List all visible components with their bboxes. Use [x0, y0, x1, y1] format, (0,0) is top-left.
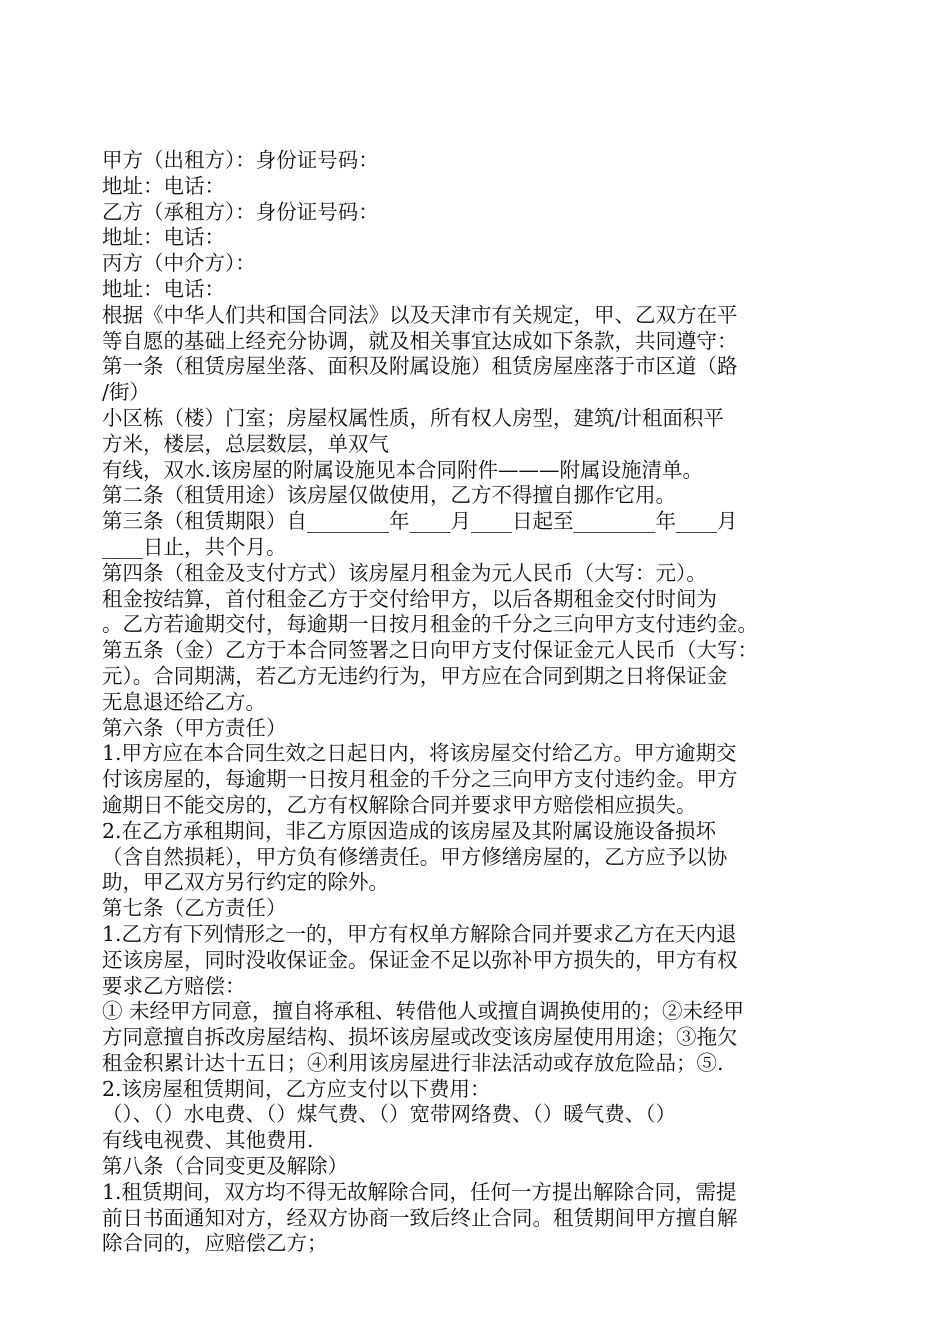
contract-document [102, 148, 854, 1257]
article-8-line: 除合同的，应赔偿乙方； [102, 1231, 328, 1256]
article-8-line: 1.租赁期间，双方均不得无故解除合同，任何一方提出解除合同，需提 [102, 1179, 737, 1204]
article-4-line: 。乙方若逾期交付，每逾期一日按月租金的千分之三向甲方支付违约金。 [102, 612, 758, 637]
article-3-line: ____日止，共个月。 [102, 534, 287, 559]
article-4-line: 第四条（租金及支付方式）该房屋月租金为元人民币（大写：元）。 [102, 560, 707, 585]
preamble-line: 根据《中华人们共和国合同法》以及天津市有关规定，甲、乙双方在平 [102, 302, 738, 327]
article-7-line: 2.该房屋租赁期间，乙方应支付以下费用： [102, 1076, 491, 1101]
party-b-line: 乙方（承租方）：身份证号码： [102, 199, 379, 224]
article-7-line: 有线电视费、其他费用. [102, 1128, 314, 1153]
article-3-line: 第三条（租赁期限）自________年____月____日起至________年____月 [102, 509, 738, 534]
article-7-line: ① 未经甲方同意，擅自将承租、转借他人或擅自调换使用的；②未经甲 [102, 999, 745, 1024]
party-a-address-line: 地址：电话： [102, 173, 225, 198]
article-6-line: 2.在乙方承租期间，非乙方原因造成的该房屋及其附属设施设备损坏 [102, 818, 717, 843]
article-7-line: 租金积累计达十五日；④利用该房屋进行非法活动或存放危险品；⑤. [102, 1050, 724, 1075]
article-7-line: 1.乙方有下列情形之一的，甲方有权单方解除合同并要求乙方在天内退 [102, 921, 737, 946]
article-4-line: 租金按结算，首付租金乙方于交付给甲方，以后各期租金交付时间为 [102, 586, 717, 611]
article-6-heading: 第六条（甲方责任） [102, 715, 287, 740]
article-8-line: 前日书面通知对方，经双方协商一致后终止合同。租赁期间甲方擅自解 [102, 1205, 738, 1230]
article-7-heading: 第七条（乙方责任） [102, 896, 287, 921]
article-6-line: （含自然损耗），甲方负有修缮责任。甲方修缮房屋的，乙方应予以协 [102, 844, 728, 869]
article-7-line: （）、（）水电费、（）煤气费、（）宽带网络费、（）暖气费、（） [102, 1102, 676, 1127]
party-b-address-line: 地址：电话： [102, 225, 225, 250]
article-6-line: 付该房屋的，每逾期一日按月租金的千分之三向甲方支付违约金。甲方 [102, 767, 738, 792]
party-a-line: 甲方（出租方）：身份证号码： [102, 148, 379, 172]
article-6-line: 逾期日不能交房的，乙方有权解除合同并要求甲方赔偿相应损失。 [102, 792, 697, 817]
article-8-heading: 第八条（合同变更及解除） [102, 1154, 348, 1179]
article-5-line: 第五条（金）乙方于本合同签署之日向甲方支付保证金元人民币（大写： [102, 638, 758, 663]
article-2-line: 第二条（租赁用途）该房屋仅做使用，乙方不得擅自挪作它用。 [102, 483, 676, 508]
party-c-address-line: 地址：电话： [102, 276, 225, 301]
article-6-line: 1.甲方应在本合同生效之日起日内，将该房屋交付给乙方。甲方逾期交 [102, 741, 737, 766]
article-7-line: 方同意擅自拆改房屋结构、损坏该房屋或改变该房屋使用用途；③拖欠 [102, 1025, 738, 1050]
article-1-line: /街） [102, 380, 150, 405]
article-5-line: 元）。合同期满，若乙方无违约行为，甲方应在合同到期之日将保证金 [102, 663, 728, 688]
article-1-line: 第一条（租赁房屋坐落、面积及附属设施）租赁房屋座落于市区道（路 [102, 354, 738, 379]
article-1-line: 小区栋（楼）门室；房屋权属性质，所有权人房型，建筑/计租面积平 [102, 405, 724, 430]
article-7-line: 要求乙方赔偿： [102, 973, 246, 998]
article-6-line: 助，甲乙双方另行约定的除外。 [102, 870, 389, 895]
article-5-line: 无息退还给乙方。 [102, 689, 266, 714]
article-1-line: 方米，楼层，总层数层，单双气 [102, 431, 389, 456]
party-c-line: 丙方（中介方）： [102, 251, 256, 276]
article-7-line: 还该房屋，同时没收保证金。保证金不足以弥补甲方损失的，甲方有权 [102, 947, 738, 972]
preamble-line: 等自愿的基础上经充分协调，就及相关事宜达成如下条款，共同遵守： [102, 328, 738, 353]
article-1-line: 有线，双水.该房屋的附属设施见本合同附件———附属设施清单。 [102, 457, 704, 482]
